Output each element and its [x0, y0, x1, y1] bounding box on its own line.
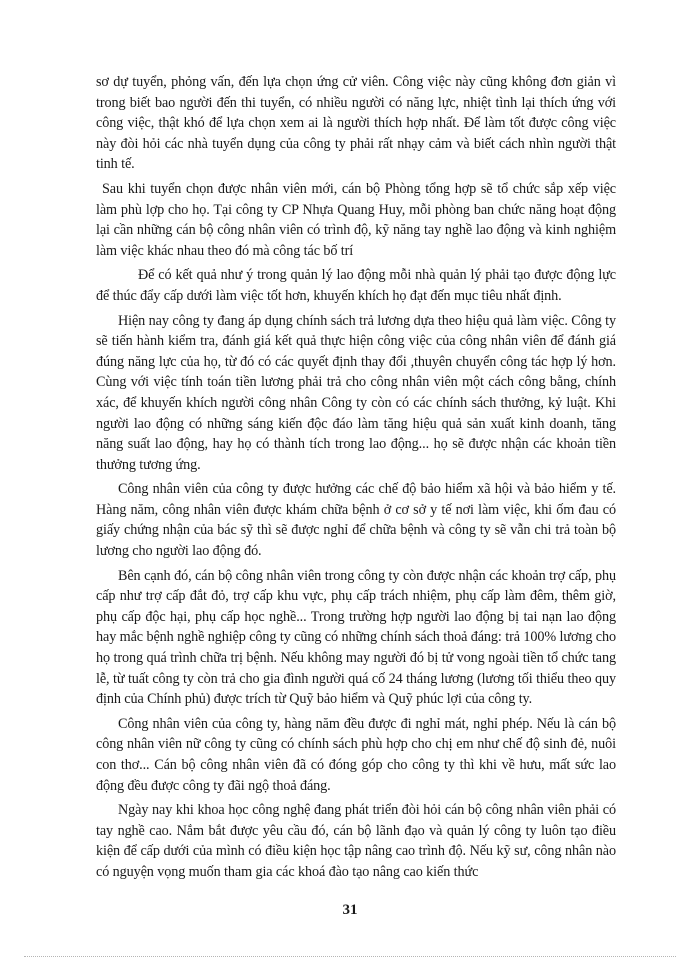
paragraph-recruitment-selection: sơ dự tuyển, phỏng vấn, đến lựa chọn ứng cử viên. Công việc này cũng không đơn giản vì trong biết bao người đến thi tuyển, có nhiều người có năng lực, nhiệt tình lại thích ứng với công việc, thật khó để lựa chọn xem ai là người thích hợp nhất. Để làm tốt được công việc này đòi hỏi các nhà tuyển dụng của công ty phải rất nhạy cảm và biết cách nhìn người thật tinh tế.: [96, 74, 616, 173]
document-body: [96, 72, 616, 887]
paragraph-training: Ngày nay khi khoa học công nghệ đang phát triển đòi hỏi cán bộ công nhân viên phải có tay nghề cao. Nắm bắt được yêu cầu đó, cán bộ lãnh đạo và quản lý công ty luôn tạo điều kiện để cấp dưới của mình có điều kiện học tập nâng cao trình độ. Nếu kỹ sư, công nhân nào có nguyện vọng muốn tham gia các khoá đào tạo nâng cao kiến thức: [96, 802, 616, 880]
paragraph-job-assignment: Sau khi tuyển chọn được nhân viên mới, cán bộ Phòng tổng hợp sẽ tổ chức sắp xếp việc làm phù lợp cho họ. Tại công ty CP Nhựa Quang Huy, mỗi phòng ban chức năng hoạt động lại cần những cán bộ công nhân viên có trình độ, kỹ năng tay nghề lao động và kinh nghiệm làm việc khác nhau theo đó mà công tác bố trí: [96, 180, 616, 259]
paragraph-allowances: Bên cạnh đó, cán bộ công nhân viên trong công ty còn được nhận các khoản trợ cấp, phụ cấp như trợ cấp đắt đỏ, trợ cấp khu vực, phụ cấp trách nhiệm, phụ cấp làm đêm, thêm giờ, phụ cấp độc hại, phụ cấp học nghề... Trong trường hợp người lao động bị tai nạn lao động hay mắc bệnh nghề nghiệp công ty cũng có những chính sách thoả đáng: trả 100% lương cho họ trong quá trình chữa trị bệnh. Nếu không may người đó bị tử vong ngoài tiền tổ chức tang lễ, từ tuất công ty còn trả cho gia đình người quá cố 24 tháng lương (lương tối thiểu theo quy định của Chính phủ) được trích từ Quỹ bảo hiểm và Quỹ phúc lợi của công ty.: [96, 567, 616, 708]
paragraph-salary-policy: Hiện nay công ty đang áp dụng chính sách trả lương dựa theo hiệu quả làm việc. Công ty sẽ tiến hành kiểm tra, đánh giá kết quả thực hiện công việc của công nhân viên để đánh giá đúng năng lực của họ, từ đó có các quyết định thay đổi ,thuyên chuyển công tác hợp lý hơn. Cùng với việc tính toán tiền lương phải trả cho công nhân viên một cách công bằng, chính xác, để khuyến khích người công nhân Công ty còn có các chính sách thưởng, kỷ luật. Khi người lao động có những sáng kiến độc đáo làm tăng hiệu quả sản xuất kinh doanh, tăng năng suất lao động, hay họ có thành tích trong lao động... họ sẽ được nhận các khoản tiền thưởng tương ứng.: [96, 312, 616, 473]
paragraph-leave-benefits: Công nhân viên của công ty, hàng năm đều được đi nghỉ mát, nghỉ phép. Nếu là cán bộ công nhân viên nữ công ty cũng có chính sách phù hợp cho chị em như chế độ sinh đẻ, nuôi con thơ... Cán bộ công nhân viên đã có đóng góp cho công ty thì khi về hưu, mất sức lao động đều được công ty đãi ngộ thoả đáng.: [96, 715, 616, 794]
footer-divider: [24, 956, 676, 957]
paragraph-motivation: Để có kết quả như ý trong quản lý lao động mỗi nhà quản lý phải tạo được động lực để thúc đẩy cấp dưới làm việc tốt hơn, khuyến khích họ đạt đến mục tiêu nhất định.: [96, 267, 616, 304]
paragraph-insurance: Công nhân viên của công ty được hưởng các chế độ bảo hiểm xã hội và bảo hiểm y tế. Hàng năm, công nhân viên được khám chữa bệnh ở cơ sở y tế nơi làm việc, khi ốm đau có giấy chứng nhận của bác sỹ thì sẽ được nghỉ để chữa bệnh và công ty sẽ vẫn chi trả toàn bộ lương cho người lao động đó.: [96, 481, 616, 560]
page-number: 31: [342, 902, 358, 918]
